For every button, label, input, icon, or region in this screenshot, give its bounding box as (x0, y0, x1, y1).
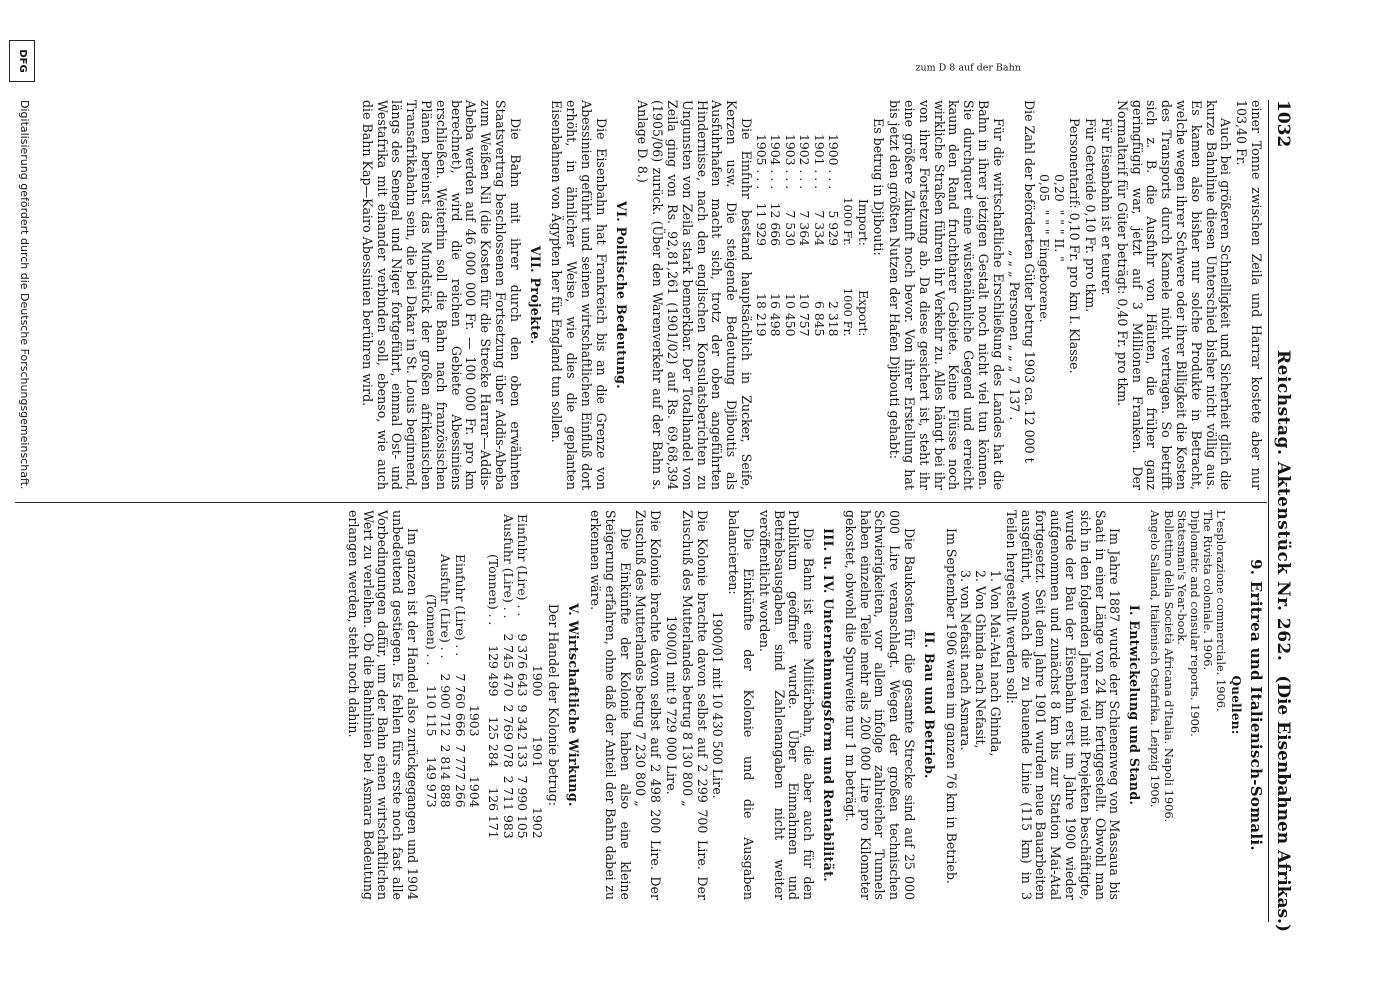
list-item: 1. Von Mai-Atal nach Ghinda, (988, 570, 1004, 757)
paragraph: „ „ „ Personen „ „ „ 7 137 . (1006, 250, 1022, 421)
table-cell: 1904 . . . (768, 134, 784, 190)
paragraph: 1900/01 mit 10 430 500 Lire. (710, 611, 726, 799)
paragraph: einer Tonne zwischen Zeila und Harrar kostete aber nur 103,40 Fr. (1234, 100, 1264, 490)
digitization-credit (5, 40, 39, 1000)
paragraph: Die Einkünfte der Kolonie und die Ausgaben balancierten: (726, 510, 757, 900)
section-heading: V. Wirtschaftliche Wirkung. (566, 603, 582, 807)
table-row (452, 550, 467, 812)
table-header-row (529, 510, 544, 843)
table-row (782, 130, 797, 340)
table-header (529, 510, 544, 629)
paragraph: Auch bei größeren Schnelligkeit und Sicherheit glich die kurze Bahnlinie diesen Unterschied bisher nicht völlig aus. Es kamen also bisher nur solche Produkte in Betracht, welche wegen ihrer Schwere oder ihrer Billigkeit die Kosten des Transports durch Kamele nicht vertragen. So betrifft sich z. B. die Ausfuhr von Häuten, die früher ganz geringfügig war, jetzt auf 3 Millionen Franken. Der Normaltarif für Güter beträgt: 0,40 Fr. pro tkm. (1114, 100, 1234, 490)
list-item: 2. Von Ghinda nach Nefasit, (973, 570, 989, 749)
source-entry: Statesman's Year-book. (1174, 510, 1189, 645)
dfg-logo: DFG (9, 40, 35, 82)
table-cell: (Tonnen) . . (485, 554, 501, 626)
paragraph: Die Einkünfte der Kolonie haben also eine kleine Steigerung erfahren, ohne daß der Anteil der Bahn dabei zu erkennen wäre. (588, 510, 633, 900)
table-cell: 11 929 (753, 202, 769, 246)
paragraph: Personentarif: 0,10 Fr. pro km I. Klasse. (1067, 118, 1083, 374)
table-row (515, 510, 530, 843)
source-entry: L'esplorazione commerciale. 1906. (1214, 510, 1229, 712)
paragraph: Für Getreide 0,10 Fr. pro tkm. (1083, 118, 1099, 313)
table-cell: " " " II. " (1051, 209, 1067, 262)
paragraph: Die Bahn mit ihrer durch den oben erwähnten Staatsvertrag beschlossenen Fortsetzung über Addis-Abeba zum Weißen Nil (die Kosten für die Strecke Harrar—Addis-Abeba werden auf 46 000 000 Fr. — 100 000 Fr. pro km berechnet), wird die reichen Gebiete Abessiniens erschließen. Weiterhin soll die Bahn nach französischen Plänen bereinst das Mundstück der großen afrikanischen Transafrikabahn sein, die bei Dakar in St. Louis beginnend, längs des Senegal und Niger fortgeführt, einmal Ost- und Westafrika mit einander verbinden soll, ebenso, wie auch die Bahn Kap—Kairo Abessinien berühren wird. (359, 100, 523, 490)
table-header: 1904 (467, 776, 483, 808)
table-row (811, 130, 826, 340)
source-entry: Diplomatic and consular reports. 1906. (1188, 510, 1202, 737)
table-cell: 110 115 (423, 685, 439, 737)
chapter-title: 9. Eritrea und Italienisch-Somali. (1247, 559, 1265, 851)
paragraph: Die Einfuhr bestand hauptsächlich in Zucker, Seife, Kerzen usw. Die steigende Bedeutung Djiboutis als Ausfuhrhafen macht sich, trotz der oben angeführten Hindernisse, nach den englischen Konsulatsberichten zu Ungunsten von Zeila stark bemerkbar. Der Totalhandel von Zeila ging von Rs. 92,81,261 (1901/02) auf Rs. 69,68,394 (1905/06) zurück. (Über den Warenverkehr auf der Bahn s. Anlage D. 8.) (635, 100, 754, 490)
list-item: 3. von Nefasit nach Asmara. (958, 570, 974, 751)
paragraph: Für die wirtschaftliche Erschließung des Landes hat die Bahn in ihrer jetzigen Gestalt noch nicht viel tun können. Sie durchquert eine wüstenähnliche Gegend und erreicht kaum den Rand fruchtbarer Gebiete. Keine Flüsse noch wirkliche Straßen führen ihr Verkehr zu. Alles hängt bei ihr von ihrer Fortsetzung ab. Da diese gesichert ist, steht ihr eine größere Zukunft noch bevor. Von ihrer Erstellung hat bis jetzt den größten Nutzen der Hafen Djibouti gehabt: (887, 100, 1006, 490)
table-cell: 7 530 (782, 210, 798, 246)
table-cell: 129 499 (485, 645, 501, 697)
table-cell: Ausfuhr (Lire) . . (500, 514, 516, 619)
table-cell: 149 973 (423, 756, 439, 808)
table-cell: 1000 Fr. (841, 197, 856, 246)
table-row (826, 130, 841, 340)
table-cell: 1000 Fr. (841, 287, 856, 337)
source-entry: Angelo Salland, Italienisch Ostafrika. Leipzig 1906. (1148, 510, 1163, 808)
table-cell: Ausfuhr (Lire) . . (438, 554, 454, 659)
table-header: 1900 (529, 664, 545, 697)
djibouti-trade-table (753, 130, 870, 340)
table-header: Import: (855, 198, 871, 246)
table-header (467, 550, 482, 669)
paragraph: 1900/01 mit 9 729 000 Lire. (664, 615, 680, 795)
paragraph: Der Handel der Kolonie betrug: (546, 603, 562, 807)
table-cell: Einfuhr (Lire) . . (515, 514, 531, 617)
table-row (768, 130, 783, 340)
table-cell: 126 171 (485, 787, 501, 839)
section-heading: II. Bau und Betrieb. (921, 631, 937, 779)
paragraph: Die Kolonie brachte davon selbst auf 2 498 200 Lire. Der Zuschuß des Mutterlandes betrug 7 230 800 „ (633, 510, 664, 900)
table-cell: 5 929 (826, 210, 842, 246)
paragraph: Die Zahl der beförderten Güter betrug 1903 ca. 12 000 t (1022, 100, 1038, 463)
table-cell: 2 814 888 (438, 744, 454, 808)
table-cell: 12 666 (768, 202, 784, 246)
table-cell: 9 342 133 (515, 704, 531, 768)
table-row (753, 130, 768, 340)
table-cell: 1900 . . . (826, 134, 842, 190)
section-heading: VII. Projekte. (527, 245, 543, 345)
table-cell: 0,05 (1037, 174, 1053, 202)
table-header: 1901 (529, 736, 545, 768)
trade-table-1903-1904 (423, 550, 481, 812)
table-cell: 7 990 105 (515, 775, 531, 839)
paragraph: Im ganzen ist der Handel also zurückgegangen und 1904 unbedeutend gestiegen. Es fehlen fürs erste noch fast alle Vorbedingungen dafür, um der Bahn einen wirtschaftlichen Wert zu verleihen. Ob die Bahnlinien bei Asmara Bedeutung erlangen werden, steht noch dahin. (345, 510, 420, 900)
table-row (423, 550, 438, 812)
table-header: 1902 (529, 807, 545, 839)
table-cell: 1902 . . . (797, 134, 813, 190)
paragraph: Für Eisenbahn ist er teurer. (1099, 118, 1115, 296)
table-header-row (467, 550, 482, 812)
table-row (500, 510, 515, 843)
table-row (1051, 170, 1066, 327)
table-cell: 6 845 (811, 301, 827, 337)
table-cell: 2 318 (826, 301, 842, 337)
paragraph: Es betrug in Djibouti: (871, 118, 887, 256)
table-header: 1903 (467, 704, 483, 737)
table-row (485, 510, 500, 843)
table-row (1036, 170, 1051, 327)
table-cell: " " " Eingeborene. (1037, 209, 1053, 323)
section-heading: I. Entwickelung und Stand. (1127, 604, 1143, 806)
table-cell: 1905 . . . (753, 134, 769, 190)
paragraph: Die Eisenbahn hat Frankreich bis an die Grenze von Abessinien geführt und seinen wirtschaftlichen Einfluß dort erhöht, in ähnlicher Weise, wie dies die geplanten Eisenbahnen von Ägypten her für England tun sollen. (549, 100, 609, 490)
margin-note: zum D 8 auf der Bahn (915, 62, 1021, 74)
trade-table-1900-1902 (485, 510, 543, 843)
table-cell: 7 760 666 (452, 673, 468, 737)
table-cell: 18 219 (753, 293, 769, 337)
header-title: Reichstag. Aktenstück Nr. 262. (1273, 350, 1293, 662)
paragraph: Die Bahn ist eine Militärbahn, die aber auch für den Publikum geöffnet wurde. Über Einnahmen und Betriebsausgaben sind Zahlenangaben nicht weiter veröffentlicht worden. (756, 510, 817, 900)
table-cell: 9 376 643 (515, 633, 531, 697)
table-cell: 10 757 (797, 293, 813, 337)
paragraph: Die Kolonie brachte davon selbst auf 2 299 700 Lire. Der Zuschuß des Mutterlandes betrug 8 130 800 „ (679, 510, 710, 900)
table-cell: 2 711 983 (500, 775, 516, 839)
tariff-table (1036, 170, 1065, 327)
section-heading: VI. Politische Bedeutung. (613, 201, 629, 389)
page-header (1268, 100, 1297, 932)
sources-heading: Quellen: (1229, 675, 1244, 735)
table-cell: 10 450 (782, 293, 798, 337)
table-cell: 1903 . . . (782, 134, 798, 190)
table-cell: 1901 . . . (811, 134, 827, 190)
header-section: (Die Eisenbahnen Afrikas.) (1273, 675, 1293, 932)
right-column (344, 510, 1263, 900)
table-unit-row (841, 130, 856, 340)
page-number: 1032 (1273, 100, 1293, 148)
table-header (855, 130, 870, 193)
credit-text: Digitalisierung gefördert durch die Deutsche Forschungsgemeinschaft. (18, 100, 31, 490)
table-cell: 2 745 470 (500, 633, 516, 697)
table-cell: 0,20 (1051, 174, 1067, 202)
source-entry: The Rivista coloniale. 1906. (1201, 510, 1216, 671)
column-divider (15, 502, 1267, 503)
table-cell: 2 769 078 (500, 704, 516, 768)
paragraph: Die Baukosten für die gesamte Strecke sind auf 25 000 000 Lire veranschlagt. Wegen der großen technischen Schwierigkeiten, vor allem infolge zahlreicher Tunnels haben einzelne Teile mehr als 200 000 Lire pro Kilometer gekostet, obwohl die Spurweite nur 1 m beträgt. (842, 510, 918, 900)
table-cell: (Tonnen) . . (423, 594, 439, 666)
source-entry: Bollettino della Società Africana d'Italia. Napoli 1906. (1161, 510, 1176, 823)
table-cell: 2 900 712 (438, 673, 454, 737)
table-cell: Einfuhr (Lire) . . (452, 554, 468, 657)
table-cell: 16 498 (768, 293, 784, 337)
table-cell: 125 284 (485, 716, 501, 768)
table-cell (841, 130, 856, 193)
table-cell: 7 777 266 (452, 744, 468, 808)
paragraph: Im Jahre 1887 wurde der Schienenweg von Massaua bis Saati in einer Länge von 24 km fertiggestellt. Obwohl man sich in den folgenden Jahren viel mit Projekten beschäftigte, wurde der Bau der Eisenbahn erst im Jahre 1900 wieder aufgenommen und zunächst 8 km bis zur Station Mai-Atal fortgesetzt. Seit dem Jahre 1901 wurden neue Bauarbeiten ausgeführt, wonach die zu bauende Linie (115 km) in 3 Teilen hergestellt werden soll: (1003, 510, 1123, 900)
table-header-row (855, 130, 870, 340)
section-heading: III. u. IV. Unternehmungsform und Rentabilität. (821, 528, 837, 882)
table-row (438, 550, 453, 812)
left-column (358, 100, 1263, 490)
paragraph: Im September 1906 waren im ganzen 76 km in Betrieb. (943, 528, 959, 884)
table-header: Export: (855, 289, 871, 337)
table-row (797, 130, 812, 340)
table-cell: 7 364 (797, 210, 813, 246)
table-cell: 7 334 (811, 210, 827, 246)
